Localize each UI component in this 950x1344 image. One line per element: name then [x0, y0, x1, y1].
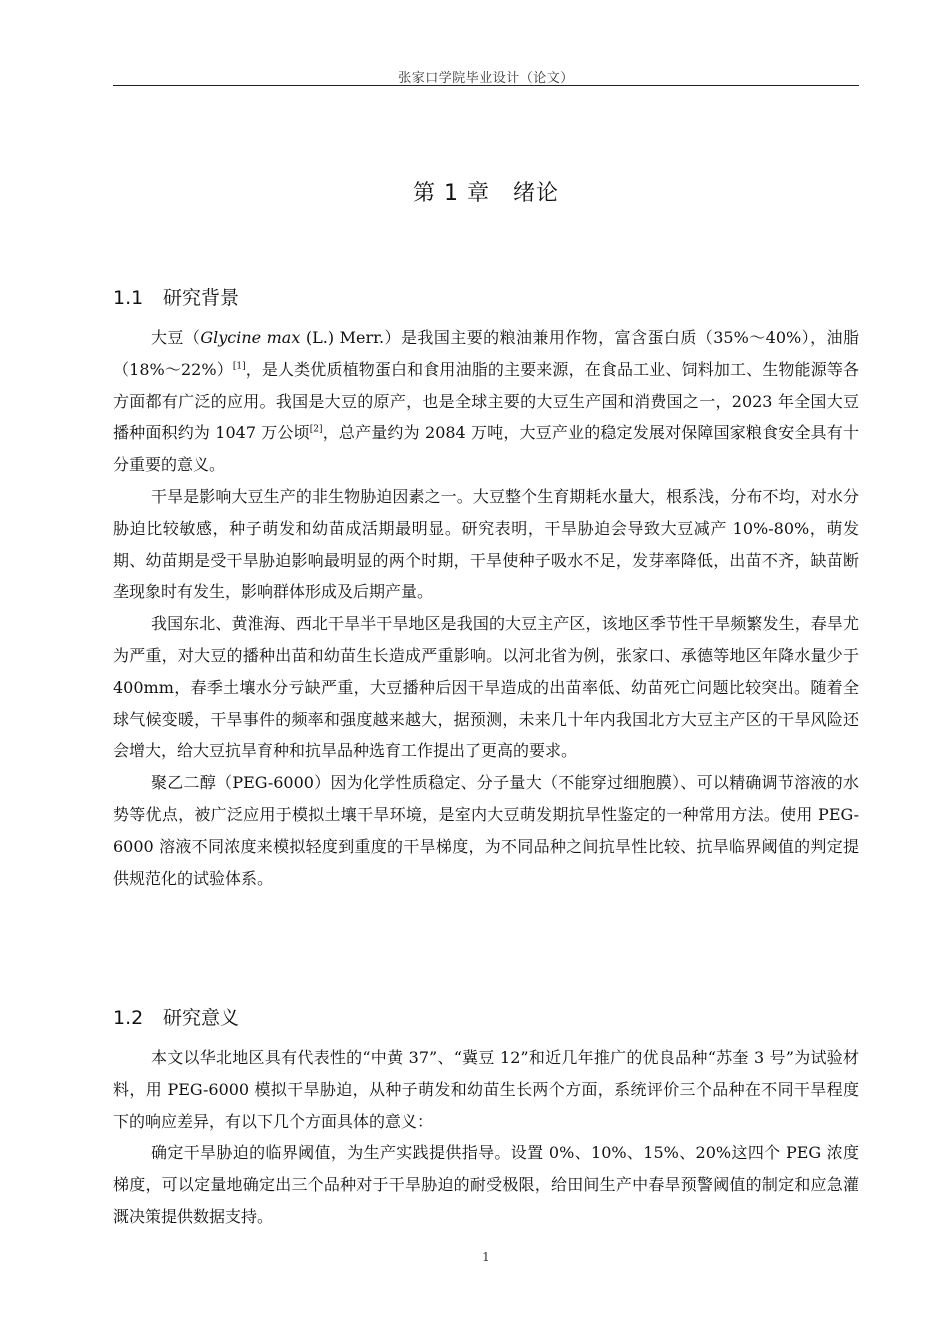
paragraph: 干旱是影响大豆生产的非生物胁迫因素之一。大豆整个生育期耗水量大，根系浅，分布不均，对水分胁迫比较敏感，种子萌发和幼苗成活期最明显。研究表明，干旱胁迫会导致大豆减产 10%-80%，萌发期、幼苗期是受干旱胁迫影响最明显的两个时期，干旱使种子吸水不足，发芽率降低，出苗不齐，缺苗断垄现象时有发生，影响群体形成及后期产量。 [113, 486, 859, 602]
section-1-1-body [113, 322, 859, 894]
citation-marker: [2] [309, 425, 323, 436]
citation-marker: [1] [232, 361, 246, 372]
species-name: Glycine max [200, 328, 301, 347]
running-header: 张家口学院毕业设计（论文） [398, 71, 574, 86]
page-number: 1 [482, 1250, 490, 1264]
section-number: 1.2 [113, 1007, 144, 1029]
section-heading-1-1 [113, 283, 239, 310]
paragraph: 聚乙二醇（PEG-6000）因为化学性质稳定、分子量大（不能穿过细胞膜）、可以精确调节溶液的水势等优点，被广泛应用于模拟土壤干旱环境，是室内大豆萌发期抗旱性鉴定的一种常用方法。使用 PEG-6000 溶液不同浓度来模拟轻度到重度的干旱梯度，为不同品种之间抗旱性比较、抗旱临界阈值的判定提供规范化的试验体系。 [113, 773, 859, 888]
paragraph-text: (L.) Merr.）是我国主要的粮油兼用作物，富含蛋白质（35%～40%），油脂（18%～22%） [113, 328, 859, 379]
paragraph: 确定干旱胁迫的临界阈值，为生产实践提供指导。设置 0%、10%、15%、20%这四个 PEG 浓度梯度，可以定量地确定出三个品种对于干旱胁迫的耐受极限，给田间生产中春旱预警阈值的制定和应急灌溉决策提供数据支持。 [113, 1143, 859, 1226]
section-number: 1.1 [113, 287, 144, 309]
header-rule [113, 85, 859, 86]
section-1-2-body [113, 1042, 859, 1233]
section-title: 研究意义 [163, 1007, 240, 1029]
section-title: 研究背景 [163, 287, 240, 309]
paragraph-text: 大豆（ [151, 328, 201, 347]
section-heading-1-2 [113, 1003, 239, 1030]
paragraph: 本文以华北地区具有代表性的“中黄 37”、“冀豆 12”和近几年推广的优良品种“苏奎 3 号”为试验材料，用 PEG-6000 模拟干旱胁迫，从种子萌发和幼苗生长两个方面，系统评价三个品种在不同干旱程度下的响应差异，有以下几个方面具体的意义： [113, 1048, 859, 1131]
paragraph: 我国东北、黄淮海、西北干旱半干旱地区是我国的大豆主产区，该地区季节性干旱频繁发生，春旱尤为严重，对大豆的播种出苗和幼苗生长造成严重影响。以河北省为例，张家口、承德等地区年降水量少于 400mm，春季土壤水分亏缺严重，大豆播种后因干旱造成的出苗率低、幼苗死亡问题比较突出。随着全球气候变暖，干旱事件的频率和强度越来越大，据预测，未来几十年内我国北方大豆主产区的干旱风险还会增大，给大豆抗旱育种和抗旱品种选育工作提出了更高的要求。 [113, 614, 859, 761]
chapter-title: 第 1 章 绪论 [413, 181, 559, 206]
paragraph [113, 322, 859, 481]
paragraph-text: ，是人类优质植物蛋白和食用油脂的主要来源，在食品工业、饲料加工、生物能源等各方面都有广泛的应用。我国是大豆的原产，也是全球主要的大豆生产国和消费国之一，2023 年全国大豆播种面积约为 1047 万公顷 [113, 359, 859, 443]
paragraph-text: ，总产量约为 2084 万吨，大豆产业的稳定发展对保障国家粮食安全具有十分重要的意义。 [113, 423, 859, 475]
